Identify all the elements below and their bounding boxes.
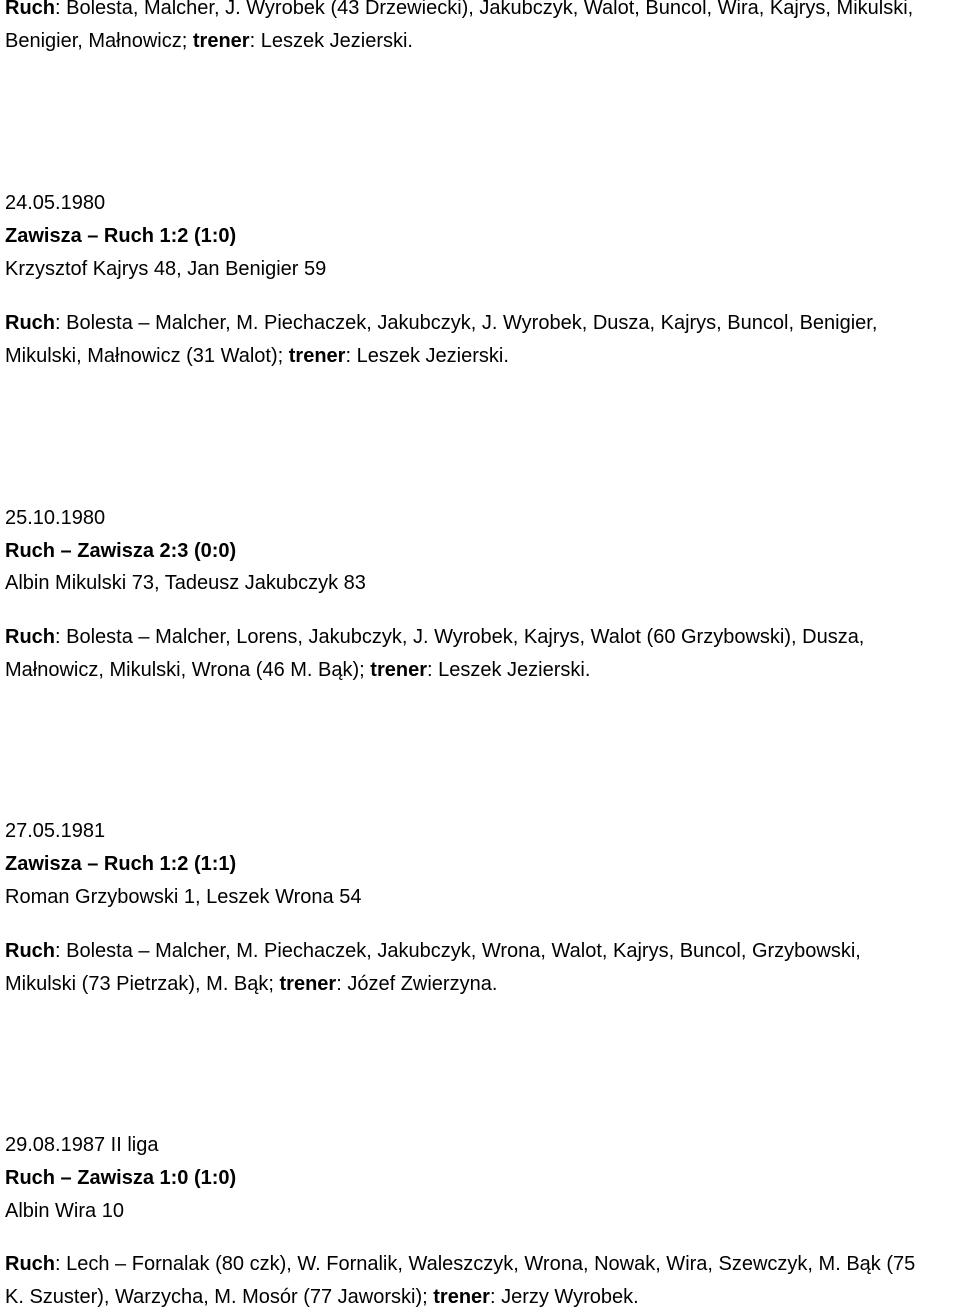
lineup-line-2: K. Szuster), Warzycha, M. Mosór (77 Jaworski); bbox=[5, 1286, 428, 1308]
coach-name: Jerzy Wyrobek. bbox=[501, 1286, 639, 1308]
lineup-line-2: Benigier, Małnowicz; bbox=[5, 30, 188, 52]
match-result: Ruch – Zawisza 2:3 (0:0) bbox=[5, 540, 237, 562]
match-scorers: Roman Grzybowski 1, Leszek Wrona 54 bbox=[5, 886, 362, 908]
match-lineup bbox=[5, 1248, 955, 1314]
lineup-line-1: Bolesta, Malcher, J. Wyrobek (43 Drzewiecki), Jakubczyk, Walot, Buncol, Wira, Kajrys, Mikulski, bbox=[66, 0, 914, 19]
label-separator: : bbox=[489, 1286, 502, 1308]
coach-label: trener bbox=[433, 1286, 490, 1308]
lineup-line-1: Bolesta – Malcher, M. Piechaczek, Jakubczyk, J. Wyrobek, Dusza, Kajrys, Buncol, Benigier, bbox=[66, 312, 878, 334]
match-result: Zawisza – Ruch 1:2 (1:0) bbox=[5, 225, 237, 247]
team-label: Ruch bbox=[5, 940, 55, 962]
label-separator: : bbox=[55, 940, 67, 962]
coach-name: Józef Zwierzyna. bbox=[347, 973, 498, 995]
coach-name: Leszek Jezierski. bbox=[260, 30, 413, 52]
match-date: 24.05.1980 bbox=[5, 192, 106, 214]
coach-label: trener bbox=[288, 345, 346, 367]
coach-name: Leszek Jezierski. bbox=[438, 659, 591, 681]
coach-label: trener bbox=[370, 659, 427, 681]
lineup-line-2: Mikulski, Małnowicz (31 Walot); bbox=[5, 345, 284, 367]
label-separator: : bbox=[336, 973, 348, 995]
team-label: Ruch bbox=[5, 312, 55, 334]
coach-label: trener bbox=[279, 973, 337, 995]
lineup-line-2: Mikulski (73 Pietrzak), M. Bąk; bbox=[5, 973, 274, 995]
match-scorers: Albin Mikulski 73, Tadeusz Jakubczyk 83 bbox=[5, 572, 366, 594]
label-separator: : bbox=[55, 1253, 67, 1275]
lineup-line-1: Bolesta – Malcher, M. Piechaczek, Jakubczyk, Wrona, Walot, Kajrys, Buncol, Grzybowski, bbox=[66, 940, 861, 962]
team-label: Ruch bbox=[5, 626, 55, 648]
coach-label: trener bbox=[192, 30, 250, 52]
match-result: Ruch – Zawisza 1:0 (1:0) bbox=[5, 1167, 237, 1189]
match-date: 25.10.1980 bbox=[5, 507, 106, 529]
label-separator: : bbox=[345, 345, 357, 367]
lineup-line-2: Małnowicz, Mikulski, Wrona (46 M. Bąk); bbox=[5, 659, 365, 681]
label-separator: : bbox=[55, 626, 67, 648]
label-separator: : bbox=[55, 0, 67, 19]
label-separator: : bbox=[426, 659, 439, 681]
match-lineup bbox=[5, 307, 955, 373]
label-separator: : bbox=[249, 30, 261, 52]
match-date: 29.08.1987 II liga bbox=[5, 1134, 159, 1156]
lineup-line-1: Lech – Fornalak (80 czk), W. Fornalik, Waleszczyk, Wrona, Nowak, Wira, Szewczyk, M. Bąk (75 bbox=[66, 1253, 916, 1275]
coach-name: Leszek Jezierski. bbox=[356, 345, 509, 367]
match-lineup bbox=[5, 935, 955, 1001]
lineup-fragment bbox=[5, 0, 955, 58]
match-scorers: Albin Wira 10 bbox=[5, 1200, 124, 1222]
lineup-line-1: Bolesta – Malcher, Lorens, Jakubczyk, J. Wyrobek, Kajrys, Walot (60 Grzybowski), Dusza, bbox=[66, 626, 865, 648]
match-result: Zawisza – Ruch 1:2 (1:1) bbox=[5, 853, 237, 875]
match-date: 27.05.1981 bbox=[5, 820, 106, 842]
team-label: Ruch bbox=[5, 0, 55, 19]
match-lineup bbox=[5, 621, 955, 687]
team-label: Ruch bbox=[5, 1253, 55, 1275]
match-scorers: Krzysztof Kajrys 48, Jan Benigier 59 bbox=[5, 258, 327, 280]
label-separator: : bbox=[55, 312, 67, 334]
